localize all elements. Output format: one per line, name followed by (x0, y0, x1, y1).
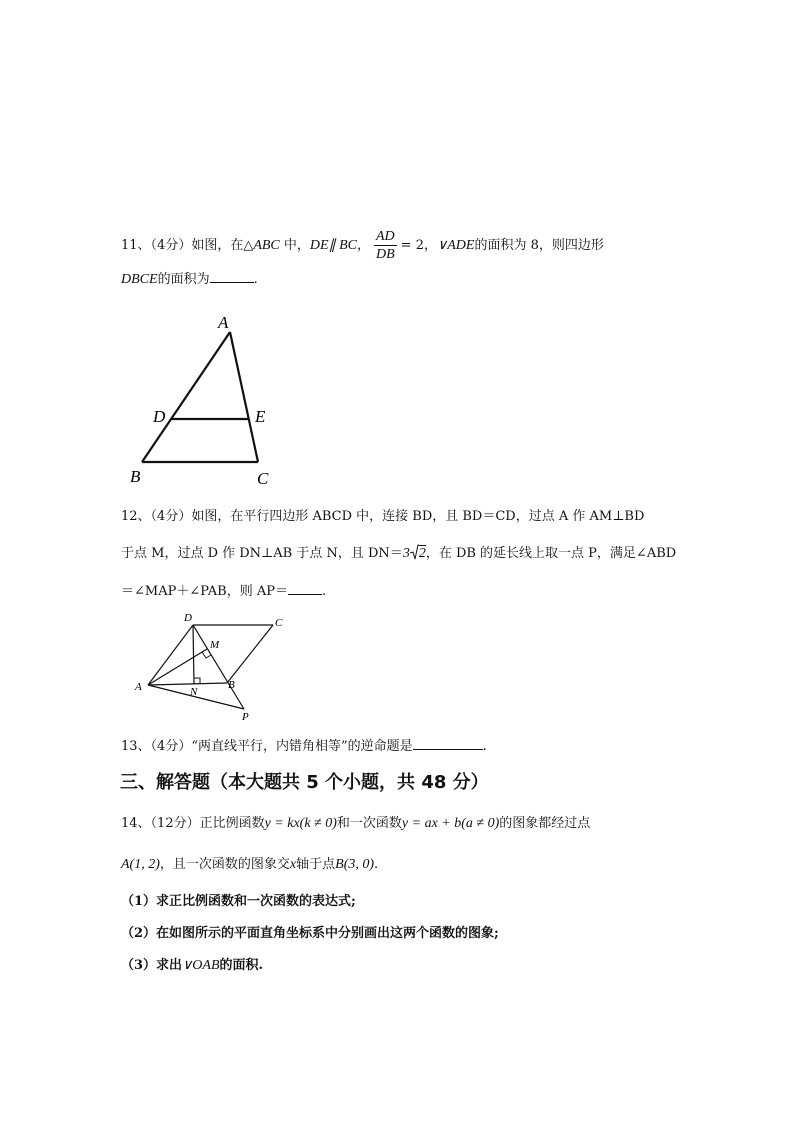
q11-frac-den: DB (376, 247, 395, 262)
q14-sub3a: （3）求出 (121, 958, 183, 973)
figure-12-parallelogram (130, 608, 300, 728)
q12-line1-text: 12、（4分）如图，在平行四边形 ABCD 中，连接 BD，且 BD＝CD，过点 A 作 AM⊥BD (121, 509, 645, 524)
q11-abc: ABC (253, 238, 280, 253)
fig12-cb (227, 625, 273, 683)
q12-sqrt-coef: 3 (402, 546, 410, 561)
q11-line1 (121, 228, 604, 263)
q14-sub1: （1）求正比例函数和一次函数的表达式; (121, 894, 356, 909)
q12-line3-text: ＝∠MAP＋∠PAB，则 AP＝ (121, 584, 288, 599)
q14-sub3b: 的面积. (219, 958, 264, 973)
fig12-ad (148, 625, 193, 685)
q14-point-a: A(1, 2) (121, 857, 160, 872)
q14-voab: ∨OAB (182, 958, 220, 973)
fig12-right-angle-n (194, 678, 200, 684)
q12-line1 (121, 508, 644, 526)
q12-line2b: ，在 DB 的延长线上取一点 P，满足∠ABD (425, 546, 677, 561)
fig11-label-a: A (218, 313, 229, 332)
q14-line2 (121, 856, 378, 874)
q11-answer-blank[interactable] (210, 270, 254, 283)
q12-line2a: 于点 M，过点 D 作 DN⊥AB 于点 N，且 DN＝ (121, 546, 403, 561)
fig12-ab (148, 683, 227, 685)
q14-line1a: 14、（12分）正比例函数 (121, 816, 265, 831)
q11-end: . (253, 272, 258, 287)
q11-mid: 中， (279, 238, 310, 253)
q11-frac-num: AD (376, 229, 395, 244)
fig12-label-b: B (228, 679, 235, 691)
fig12-label-p: P (242, 711, 249, 723)
q11-fraction (374, 228, 397, 263)
fig12-label-d: D (184, 612, 192, 624)
fig12-dp (193, 625, 244, 709)
q14-x: x (289, 857, 297, 872)
q11-rest: 的面积为 8，则四边形 (474, 238, 604, 253)
fig12-am (148, 649, 207, 685)
q14-line2a: ，且一次函数的图象交 (159, 857, 290, 872)
fig11-label-b: B (130, 467, 141, 486)
q14-line2b: 轴于点 (296, 857, 336, 872)
q14-f2: y = ax + b(a ≠ 0) (401, 816, 500, 831)
q14-line1b: 和一次函数 (336, 816, 402, 831)
fig12-label-a: A (135, 681, 142, 693)
q12-line3 (121, 582, 326, 601)
section-3-heading: 三、解答题（本大题共 5 个小题，共 48 分） (120, 772, 489, 793)
q14-line1c: 的图象都经过点 (499, 816, 591, 831)
q11-dbce: DBCE (121, 272, 158, 287)
q13-end: . (482, 739, 487, 754)
q14-sub2: （2）在如图所示的平面直角坐标系中分别画出这两个函数的图象; (121, 926, 499, 941)
q11-triangle: △ (243, 238, 254, 253)
fig11-label-c: C (257, 469, 269, 488)
fig11-label-e: E (255, 407, 266, 426)
q11-line2 (121, 270, 258, 289)
q14-point-b: B(3, 0) (335, 857, 375, 872)
q14-f1: y = kx(k ≠ 0) (264, 816, 337, 831)
q14-line2c: . (374, 857, 379, 872)
fig12-dn (193, 625, 194, 684)
fig12-label-n: N (190, 686, 198, 698)
fig11-line-ac (230, 332, 258, 462)
q14-sub3 (121, 957, 263, 975)
q13-line (121, 737, 487, 756)
q11-de-bc: DE∥ BC (309, 238, 357, 253)
fig11-line-ab (142, 332, 230, 462)
q13-answer-blank[interactable] (413, 737, 483, 750)
q11-line2-rest: 的面积为 (157, 272, 210, 287)
fig11-label-d: D (153, 407, 166, 426)
q13-text: 13、（4分）“两直线平行，内错角相等”的逆命题是 (121, 739, 413, 754)
q12-answer-blank[interactable] (288, 582, 322, 595)
q11-number: 11、（4分）如图，在 (121, 238, 244, 253)
q11-eq2: = 2， (400, 238, 437, 253)
q12-line2 (121, 544, 676, 563)
q11-vade: ∨ADE (436, 238, 475, 253)
q14-line1 (121, 815, 590, 833)
fig12-label-m: M (210, 639, 220, 651)
q12-end: . (322, 584, 327, 599)
q12-sqrt-rad: 2 (418, 546, 426, 561)
q11-comma: ， (356, 238, 370, 253)
figure-11-triangle (120, 310, 290, 490)
q12-sqrt (403, 544, 426, 563)
radical-sign-icon (410, 544, 419, 560)
fig12-label-c: C (275, 617, 283, 629)
